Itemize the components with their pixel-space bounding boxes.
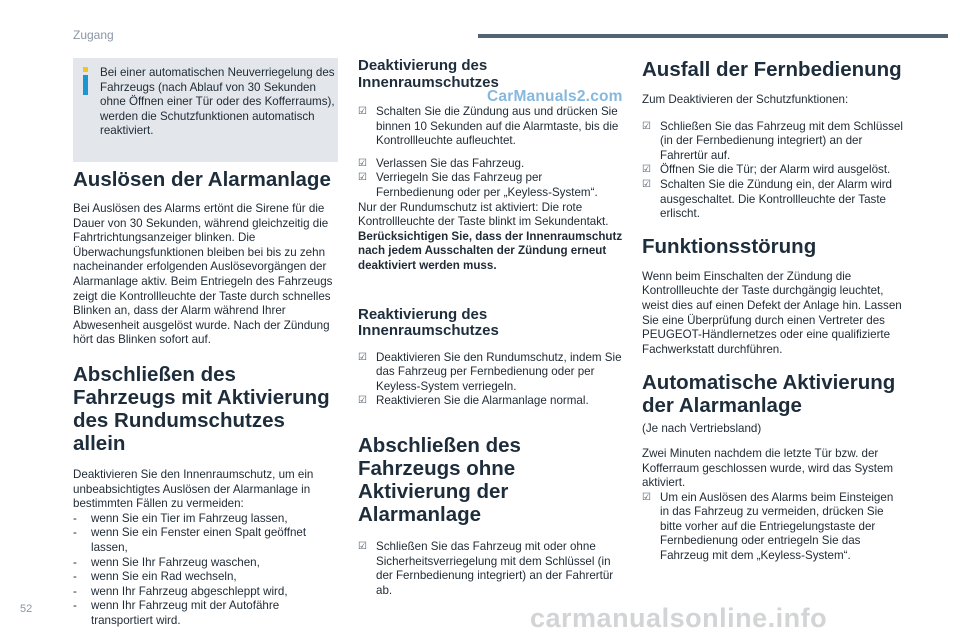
heading-malfunction: Funktionsstörung (642, 234, 817, 258)
remote-step-3: ☑ Schalten Sie die Zündung ein, der Alarm wird ausgeschaltet. Die Kontrollleuchte der Taste erlischt. (642, 178, 904, 222)
list-item: - wenn Ihr Fahrzeug abgeschleppt wird, (73, 585, 341, 600)
list-item: - wenn Sie ein Fenster einen Spalt geöffnet lassen, (73, 526, 341, 555)
info-icon (83, 67, 88, 95)
list-item: - wenn Sie ein Tier im Fahrzeug lassen, (73, 512, 341, 527)
heading-auto-activation: Automatische Aktivierung der Alarmanlage (642, 371, 896, 418)
column-2 (358, 58, 623, 598)
heading-alarm-trigger: Auslösen der Alarmanlage (73, 168, 331, 191)
malfunction-text: Wenn beim Einschalten der Zündung die Kontrollleuchte der Taste durchgängig leuchtet, weist dies auf einen Defekt der Anlage hin. Lassen Sie eine Überprüfung durch einen Vertreter des PEUGEOT-Händlernetzes oder eine qualifizierte Fachwerkstatt durchführen. (642, 269, 902, 356)
section-title: Zugang (73, 28, 114, 42)
page-number: 52 (20, 603, 33, 615)
heading-remote-failure: Ausfall der Fernbedienung (642, 58, 902, 81)
lock-perimeter-list (73, 512, 341, 629)
heading-lock-perimeter: Abschließen des Fahrzeugs mit Aktivierung des Rundumschutzes allein (73, 362, 330, 455)
list-item: - wenn Sie ein Rad wechseln, (73, 570, 341, 585)
watermark-top: CarManuals2.com (487, 88, 623, 105)
deact-step-3: ☑ Verriegeln Sie das Fahrzeug per Fernbedienung oder per „Keyless-System“. (358, 171, 623, 200)
deact-step-2: ☑ Verlassen Sie das Fahrzeug. (358, 157, 623, 172)
auto-activation-step: ☑ Um ein Auslösen des Alarms beim Einsteigen in das Fahrzeug zu vermeiden, drücken Sie bitte vorher auf die Entriegelungstaste der Fernbedienung oder entriegeln Sie das Fahrzeug mit dem „Keyless-System“. (642, 491, 904, 564)
column-1 (73, 168, 341, 628)
lock-no-alarm-step: ☑ Schließen Sie das Fahrzeug mit oder ohne Sicherheitsverriegelung mit dem Schlüssel (in der Fernbedienung integriert) an der Fahrertür ab. (358, 540, 623, 598)
deact-warning: Berücksichtigen Sie, dass der Innenraumschutz nach jedem Ausschalten der Zündung erneut deaktiviert werden muss. (358, 229, 623, 272)
heading-reactivation: Reaktivierung des Innenraumschutzes (358, 305, 499, 340)
heading-lock-no-alarm: Abschließen des Fahrzeugs ohne Aktivierung der Alarmanlage (358, 433, 521, 526)
remote-step-1: ☑ Schließen Sie das Fahrzeug mit dem Schlüssel (in der Fernbedienung integriert) an der Fahrertür auf. (642, 120, 904, 164)
react-step-2: ☑ Reaktivieren Sie die Alarmanlage normal. (358, 394, 623, 409)
remote-step-2: ☑ Öffnen Sie die Tür; der Alarm wird ausgelöst. (642, 163, 904, 178)
heading-deactivation: Deaktivierung des Innenraumschutzes (358, 57, 499, 91)
auto-activation-note: (Je nach Vertriebsland) (642, 422, 762, 436)
react-step-1: ☑ Deaktivieren Sie den Rundumschutz, indem Sie das Fahrzeug per Fernbedienung oder per Keyless-System verriegeln. (358, 351, 623, 395)
watermark-bottom: carmanualsonline.info (530, 603, 828, 633)
alarm-trigger-text: Bei Auslösen des Alarms ertönt die Sirene für die Dauer von 30 Sekunden, während gleichzeitig die Fahrtrichtungsanzeiger blinken. Die Überwachungsfunktionen bleiben bei bis zu zehn nacheinander erfolgenden Auslösevorgängen der Alarmanlage aktiv. Beim Entriegeln des Fahrzeugs zeigt die Kontrollleuchte der Taste durch schnelles Blinken an, dass der Alarm während Ihrer Abwesenheit ausgelöst wurde. Nach der Zündung hört das Blinken sofort auf. (73, 202, 333, 347)
list-item: - wenn Ihr Fahrzeug mit der Autofähre transportiert wird. (73, 599, 341, 628)
deact-text: Nur der Rundumschutz ist aktiviert: Die rote Kontrollleuchte der Taste blinkt im Sekundentakt. (358, 200, 609, 229)
remote-intro: Zum Deaktivieren der Schutzfunktionen: (642, 93, 849, 106)
lock-perimeter-text: Deaktivieren Sie den Innenraumschutz, um ein unbeabsichtigtes Auslösen der Alarmanlage in bestimmten Fällen zu vermeiden: (73, 467, 314, 511)
column-3 (642, 58, 904, 564)
header-divider (478, 34, 948, 38)
auto-activation-text: Zwei Minuten nachdem die letzte Tür bzw. der Kofferraum geschlossen wurde, wird das System aktiviert. (642, 446, 894, 490)
info-text: Bei einer automatischen Neuverriegelung des Fahrzeugs (nach Ablauf von 30 Sekunden ohne Öffnen einer Tür oder des Kofferraums), werden die Schutzfunktionen automatisch reaktiviert. (100, 66, 335, 138)
deact-step-1: ☑ Schalten Sie die Zündung aus und drücken Sie binnen 10 Sekunden auf die Alarmtaste, bis die Kontrollleuchte aufleuchtet. (358, 105, 623, 149)
info-box (73, 58, 338, 162)
list-item: - wenn Sie Ihr Fahrzeug waschen, (73, 556, 341, 571)
